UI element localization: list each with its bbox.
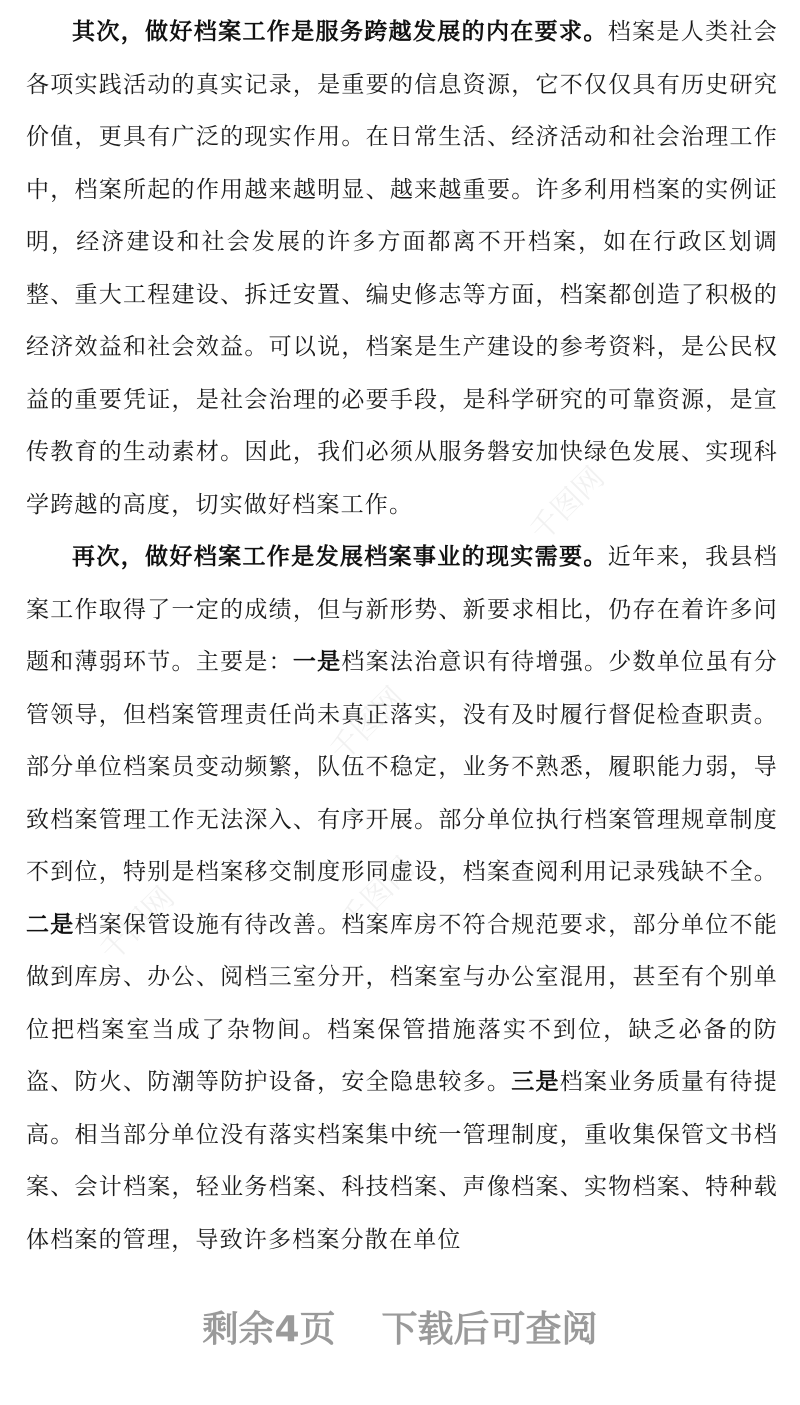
paragraph-heading: 再次，做好档案工作是发展档案事业的现实需要。 [72,543,608,570]
paragraph-text: 档案业务质量有待提高。相当部分单位没有落实档案集中统一管理制度，重收集保管文书档案、会计档案，轻业务档案、科技档案、声像档案、实物档案、特种载体档案的管理，导致许多档案分散在单位 [26,1069,778,1253]
remaining-pages-label: 剩余4页 [202,1309,336,1350]
point-marker-2: 二是 [26,910,75,938]
paragraph-text: 档案是人类社会各项实践活动的真实记录，是重要的信息资源，它不仅仅具有历史研究价值，更具有广泛的现实作用。在日常生活、经济活动和社会治理工作中，档案所起的作用越来越明显、越来越重要。许多利用档案的实例证明，经济建设和社会发展的许多方面都离不开档案，如在行政区划调整、重大工程建设、拆迁安置、编史修志等方面，档案都创造了积极的经济效益和社会效益。可以说，档案是生产建设的参考资料，是公民权益的重要凭证，是社会治理的必要手段，是科学研究的可靠资源，是宣传教育的生动素材。因此，我们必须从服务磐安加快绿色发展、实现科学跨越的高度，切实做好档案工作。 [26,19,779,518]
point-marker-3: 三是 [511,1068,560,1095]
document-body [26,6,778,1266]
point-marker-1: 一是 [292,648,342,675]
download-banner[interactable] [0,1300,800,1360]
paragraph-text: 档案法治意识有待增强。少数单位虽有分管领导，但档案管理责任尚未真正落实，没有及时履行督促检查职责。部分单位档案员变动频繁，队伍不稳定，业务不熟悉，履职能力弱，导致档案管理工作无法深入、有序开展。部分单位执行档案管理规章制度不到位，特别是档案移交制度形同虚设，档案查阅利用记录残缺不全。 [26,649,778,885]
paragraph-1 [26,6,778,531]
paragraph-2 [26,531,778,1266]
watermark: 千图网 [523,460,612,549]
paragraph-text: 近年来，我县档案工作取得了一定的成绩，但与新形势、新要求相比，仍存在着许多问题和薄弱环节。主要是： [26,544,779,675]
watermark: 千图网 [323,680,412,769]
watermark: 千图网 [93,880,182,969]
download-hint-label[interactable]: 下载后可查阅 [381,1309,598,1350]
watermark: 千图网 [333,850,422,939]
paragraph-heading: 其次，做好档案工作是服务跨越发展的内在要求。 [72,18,608,45]
paragraph-text: 档案保管设施有待改善。档案库房不符合规范要求，部分单位不能做到库房、办公、阅档三室分开，档案室与办公室混用，甚至有个别单位把档案室当成了杂物间。档案保管措施落实不到位，缺乏必备的防盗、防火、防潮等防护设备，安全隐患较多。 [26,911,778,1095]
